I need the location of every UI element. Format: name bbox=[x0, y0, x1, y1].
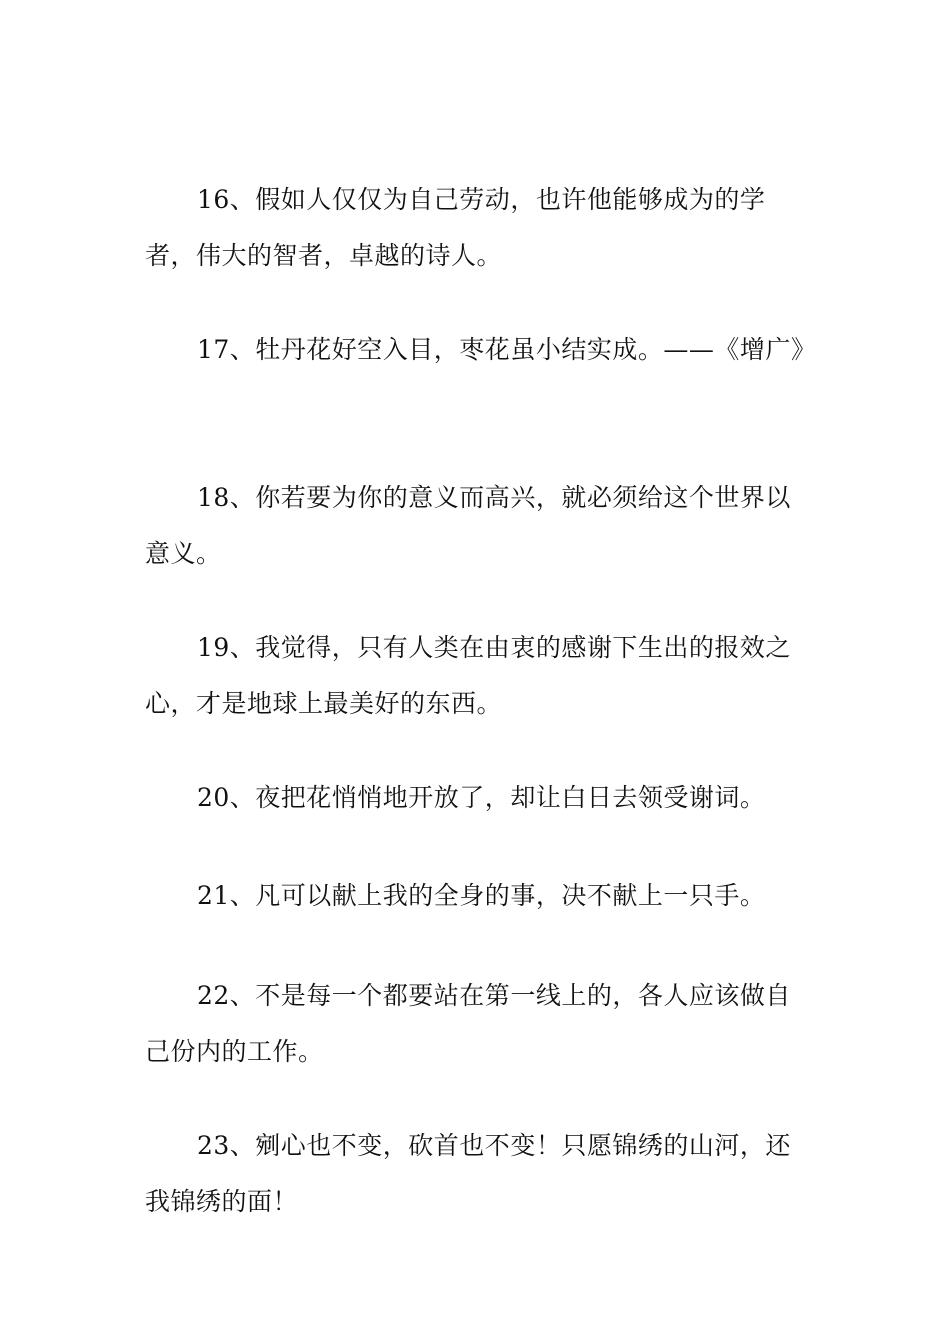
quote-paragraph-21: 21、凡可以献上我的全身的事，决不献上一只手。 bbox=[197, 881, 766, 910]
quote-paragraph-20: 20、夜把花悄悄地开放了，却让白日去领受谢词。 bbox=[197, 783, 766, 812]
quote-paragraph-18: 18、你若要为你的意义而高兴，就必须给这个世界以意义。 bbox=[145, 483, 791, 568]
quote-paragraph-23: 23、剜心也不变，砍首也不变！只愿锦绣的山河，还我锦绣的面！ bbox=[145, 1131, 791, 1216]
quote-paragraph-17: 17、牡丹花好空入目，枣花虽小结实成。——《增广》 bbox=[197, 335, 817, 364]
quote-paragraph-19: 19、我觉得，只有人类在由衷的感谢下生出的报效之心，才是地球上最美好的东西。 bbox=[145, 633, 791, 718]
quote-paragraph-22: 22、不是每一个都要站在第一线上的，各人应该做自己份内的工作。 bbox=[145, 981, 791, 1066]
quote-paragraph-16: 16、假如人仅仅为自己劳动，也许他能够成为的学者，伟大的智者，卓越的诗人。 bbox=[145, 185, 766, 270]
